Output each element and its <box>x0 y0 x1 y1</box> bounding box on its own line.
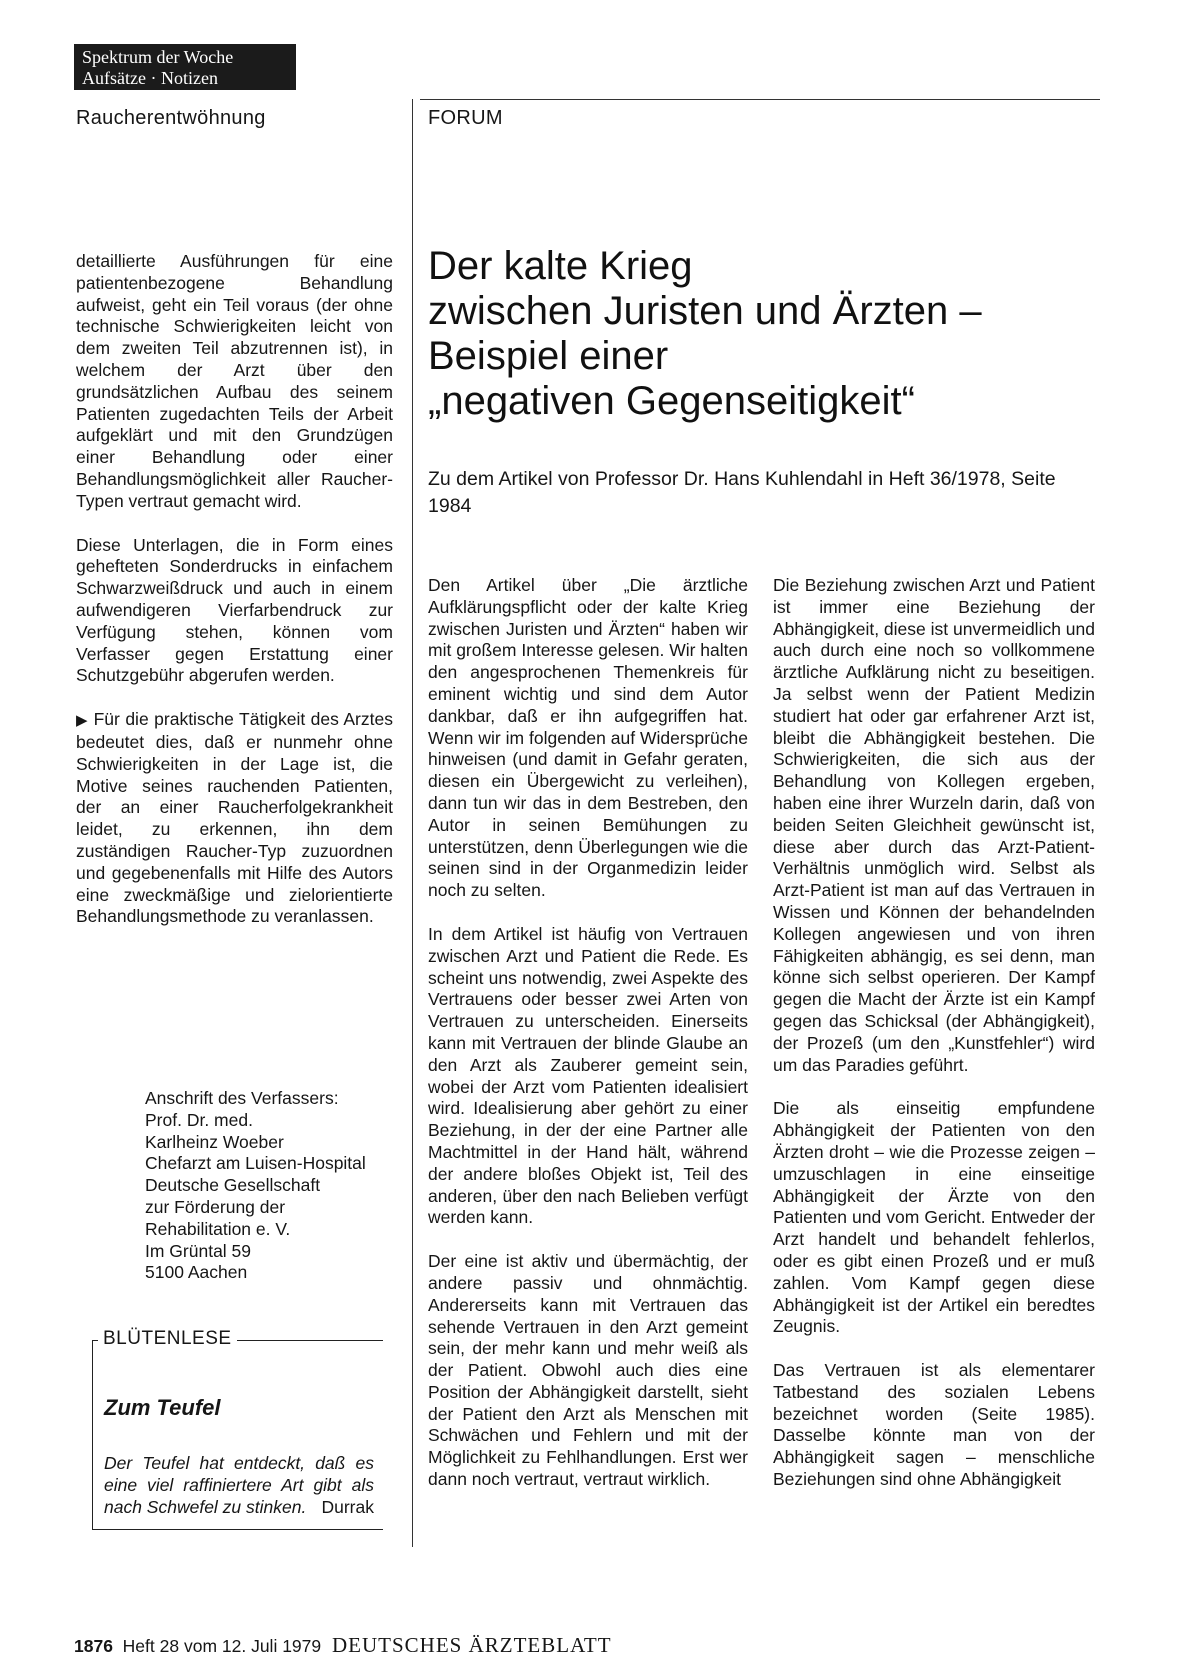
address-line: Deutsche Gesellschaft <box>145 1175 321 1196</box>
paragraph: Die Beziehung zwischen Arzt und Patient ist immer eine Beziehung der Abhängigkeit, diese ist unvermeidlich und auch durch eine noch so vollkommene ärztliche Aufklärung nicht zu beseitigen. Ja selbst wenn der Patient Medizin studiert hat oder gar erfahrener Arzt ist, bleibt die Abhängigkeit bestehen. Die Schwierigkeiten, die sich aus der Behandlung von Kollegen ergeben, haben eine ihrer Wurzeln darin, daß von beiden Seiten Gleichheit gewünscht ist, diese aber durch das Arzt-Patient-Verhältnis unmöglich wird. Selbst als Arzt-Patient ist man auf das Vertrauen in Wissen und Können der behandelnden Kollegen angewiesen und von ihren Fähigkeiten abhängig, es sei denn, man könne sich selbst operieren. Der Kampf gegen die Macht der Ärzte ist ein Kampf gegen das Schicksal (der Abhängigkeit), der Prozeß (um den „Kunstfehler“) wird um das Paradies geführt. <box>773 575 1095 1075</box>
bluetenlese-title: Zum Teufel <box>104 1395 221 1420</box>
address-line: Karlheinz Woeber <box>145 1131 284 1152</box>
address-line: Im Grüntal 59 <box>145 1240 252 1261</box>
quote-text: Der Teufel hat entdeckt, daß es eine viel raffiniertere Art gibt als nach Schwefel zu stinken. <box>104 1453 374 1517</box>
right-column-text <box>773 575 1095 1513</box>
issue-info: Heft 28 vom 12. Juli 1979 <box>122 1636 322 1656</box>
page-number: 1876 <box>74 1636 113 1656</box>
page-footer <box>74 1633 612 1658</box>
left-rubric: Raucherentwöhnung <box>76 107 266 129</box>
forum-rubric: FORUM <box>428 107 503 129</box>
section-badge <box>74 44 296 90</box>
article-subheadline: Zu dem Artikel von Professor Dr. Hans Kuhlendahl in Heft 36/1978, Seite 1984 <box>428 468 1056 517</box>
journal-title: DEUTSCHES ÄRZTEBLATT <box>332 1633 612 1657</box>
address-line: 5100 Aachen <box>145 1262 248 1283</box>
bluetenlese-quote <box>104 1453 374 1518</box>
paragraph: Den Artikel über „Die ärztliche Aufklärungspflicht oder der kalte Krieg zwischen Juristen und Ärzten“ haben wir mit großem Interesse gelesen. Wir halten den angesprochenen Themenkreis für eminent wichtig und sind dem Autor dankbar, daß er ihn aufgegriffen hat. Wenn wir im folgenden auf Widersprüche hinweisen (und damit in Gefahr geraten, diesen ein Übergewicht zu verleihen), dann tun wir das in dem Bestreben, den Autor in seinen Bemühungen zu unterstützen, denn Überlegungen wie die seinen sind in der Organmedizin leider noch zu selten. <box>428 575 748 901</box>
author-address <box>145 1088 415 1284</box>
header-rule <box>420 99 1100 100</box>
left-column-text <box>76 251 393 950</box>
paragraph: In dem Artikel ist häufig von Vertrauen zwischen Arzt und Patient die Rede. Es scheint uns notwendig, zwei Aspekte des Vertrauens oder besser zwei Arten von Vertrauen zu unterscheiden. Einerseits kann mit Vertrauen der blinde Glaube an den Arzt als Zauberer gemeint sein, wobei der Arzt vom Patienten idealisiert wird. Idealisierung aber gehört zu einer Beziehung, in der der eine Partner alle Machtmittel in der Hand hält, während der andere bloßes Objekt ist, Teil des anderen, über den nach Belieben verfügt werden kann. <box>428 923 748 1228</box>
paragraph: Diese Unterlagen, die in Form eines gehefteten Sonderdrucks in einfachem Schwarzweißdruck und auch in einem aufwendigeren Vierfarbendruck zur Verfügung stehen, können vom Verfasser gegen Erstattung einer Schutzgebühr abgerufen werden. <box>76 534 393 686</box>
paragraph <box>76 709 393 928</box>
address-line: Prof. Dr. med. <box>145 1109 253 1130</box>
middle-column-text <box>428 575 748 1513</box>
paragraph: Die als einseitig empfundene Abhängigkeit der Patienten von den Ärzten droht – wie die Prozesse zeigen – umzuschlagen in eine einseitige Abhängigkeit der Ärzte von den Patienten und vom Gericht. Entweder der Arzt handelt und behandelt fehlerlos, oder es gibt einen Prozeß und er muß zahlen. Vom Kampf gegen diese Abhängigkeit ist der Artikel ein beredtes Zeugnis. <box>773 1098 1095 1337</box>
headline-line: „negativen Gegenseitigkeit“ <box>428 379 915 423</box>
paragraph: Das Vertrauen ist als elementarer Tatbestand des sozialen Lebens bezeichnet worden (Seite 1985). Dasselbe könnte man von der Abhängigkeit sagen – menschliche Beziehungen sind ohne Abhängigkeit <box>773 1360 1095 1490</box>
headline-line: zwischen Juristen und Ärzten – <box>428 289 982 333</box>
paragraph: detaillierte Ausführungen für eine patientenbezogene Behandlung aufweist, geht ein Teil voraus (der ohne technische Schwierigkeiten leicht von dem zweiten Teil abzutrennen ist), in welchem der Arzt über den grundsätzlichen Aufbau des seinem Patienten zugedachten Teils der Arbeit aufgeklärt und mit den Grundzügen einer Behandlung oder einer Behandlungsmöglichkeit aller Raucher-Typen vertraut gemacht wird. <box>76 251 393 511</box>
section-badge-line2: Aufsätze · Notizen <box>82 68 218 88</box>
section-badge-line1: Spektrum der Woche <box>82 47 234 67</box>
arrow-bullet-icon: ▶ <box>76 712 89 730</box>
paragraph-text: Für die praktische Tätigkeit des Arztes bedeutet dies, daß er nunmehr ohne Schwierigkeiten in der Lage ist, die Motive seines rauchenden Patienten, der an einer Raucherfolgekrankheit leidet, zu erkennen, ihn dem zuständigen Raucher-Typ zuzuordnen und gegebenenfalls mit Hilfe des Autors eine zweckmäßige und zielorientierte Behandlungsmethode zu veranlassen. <box>76 709 393 927</box>
address-line: zur Förderung der <box>145 1196 286 1217</box>
address-line: Anschrift des Verfassers: <box>145 1088 339 1108</box>
paragraph: Der eine ist aktiv und übermächtig, der andere passiv und ohnmächtig. Andererseits kann mit Vertrauen das sehende Vertrauen in den Arzt gemeint sein, der mehr kann und mehr weiß als der Patient. Obwohl auch dies eine Position der Abhängigkeit darstellt, sieht der Patient den Arzt als Menschen mit Schwächen und Fehlern und mit der Möglichkeit zu Fehlhandlungen. Erst wer dann noch vertraut, vertraut wirklich. <box>428 1251 748 1490</box>
quote-author: Durrak <box>321 1496 374 1517</box>
address-line: Chefarzt am Luisen-Hospital <box>145 1153 366 1174</box>
article-headline <box>428 244 1088 424</box>
column-divider <box>412 99 413 1547</box>
headline-line: Der kalte Krieg <box>428 244 693 288</box>
address-line: Rehabilitation e. V. <box>145 1218 291 1239</box>
headline-line: Beispiel einer <box>428 334 669 378</box>
bluetenlese-label: BLÜTENLESE <box>98 1328 237 1350</box>
